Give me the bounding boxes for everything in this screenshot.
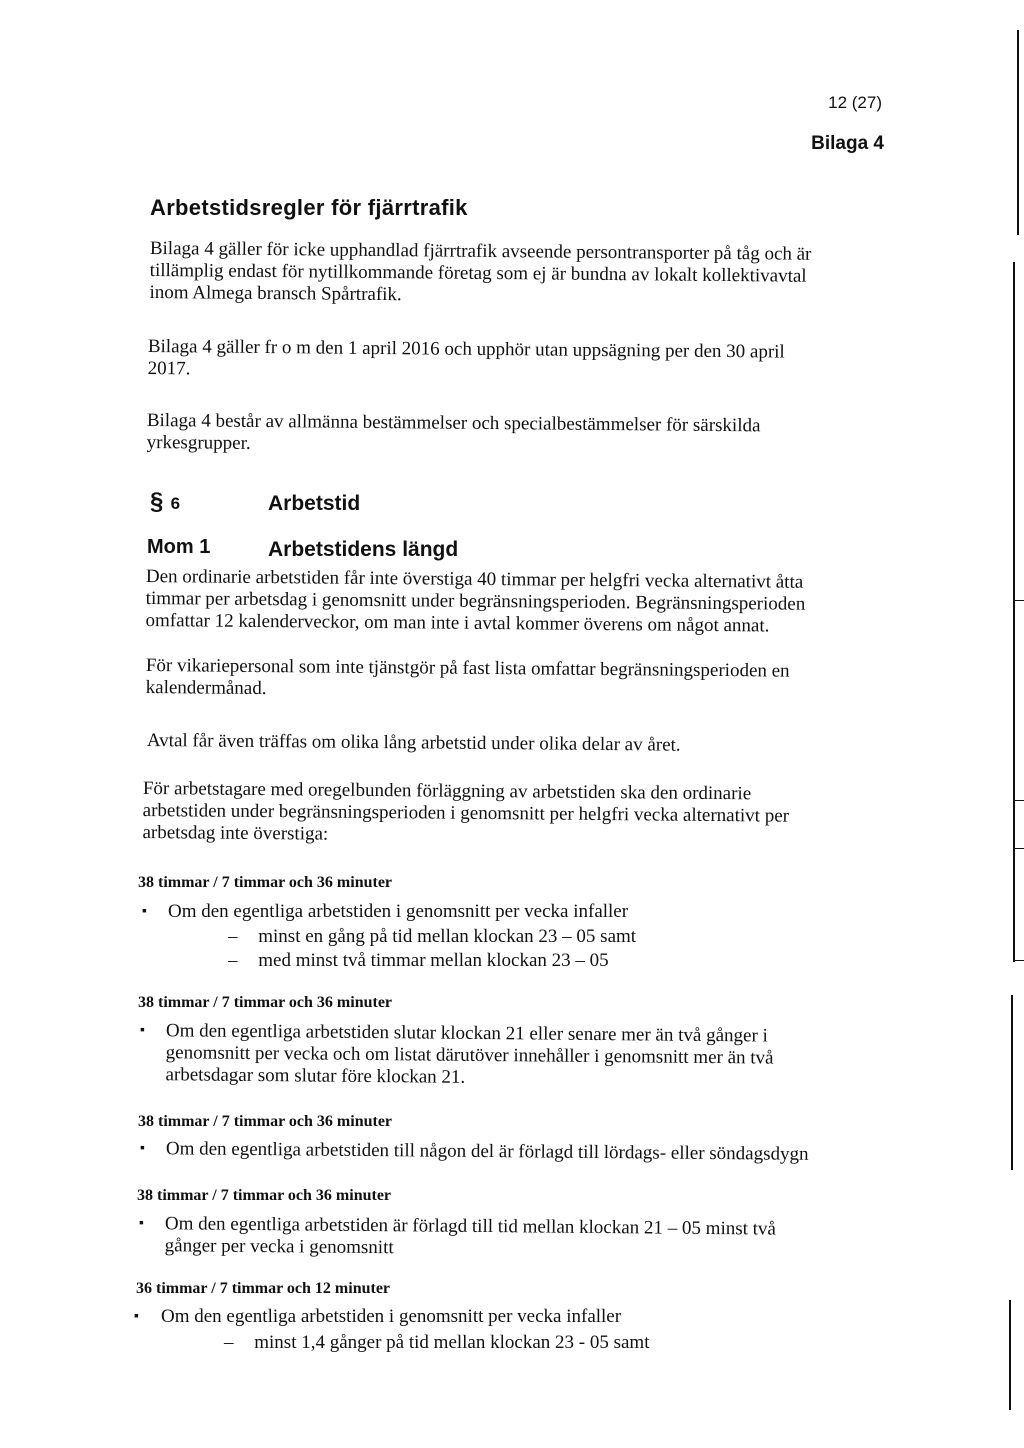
dash-icon: –: [228, 950, 238, 971]
rule-bullet: ▪ Om den egentliga arbetstiden i genomsnitt per vecka infaller: [134, 1306, 622, 1327]
scan-edge-line: [1013, 600, 1024, 601]
body-paragraph: För arbetstagare med oregelbunden förläggning av arbetstiden ska den ordinarie arbetstiden under begränsningsperioden i genomsnitt per helgfri vecka alternativt per arbetsdag inte överstiga:: [142, 778, 790, 845]
mom-title: Arbetstidens längd: [268, 538, 459, 561]
scope-paragraph: Bilaga 4 består av allmänna bestämmelser och specialbestämmelser för särskilda yrkesgrupper.: [146, 410, 761, 454]
appendix-label: Bilaga 4: [811, 133, 884, 154]
bullet-icon: ▪: [139, 1140, 145, 1157]
scan-edge-line: [1009, 1300, 1011, 1410]
section-heading: [150, 488, 180, 516]
rule-bullet: ▪ Om den egentliga arbetstiden i genomsnitt per vecka infaller: [142, 901, 629, 922]
section-symbol: §: [150, 488, 164, 515]
scan-edge-line: [1013, 800, 1024, 801]
document-title: Arbetstidsregler för fjärrtrafik: [150, 195, 468, 220]
bullet-icon: ▪: [134, 1309, 139, 1324]
rule-bullet: ▪ Om den egentliga arbetstiden till någon del är förlagd till lördags- eller söndagsdygn: [139, 1138, 809, 1165]
dash-icon: –: [224, 1332, 234, 1353]
body-paragraph: För vikariepersonal som inte tjänstgör på fast lista omfattar begränsningsperioden en kalendermånad.: [145, 655, 790, 700]
rule-header: 38 timmar / 7 timmar och 36 minuter: [138, 874, 393, 891]
body-paragraph: Avtal får även träffas om olika lång arbetstid under olika delar av året.: [146, 730, 681, 756]
rule-header: 38 timmar / 7 timmar och 36 minuter: [138, 994, 393, 1011]
scan-edge-line: [1013, 848, 1024, 849]
page-number: 12 (27): [828, 93, 882, 112]
scan-edge-line: [1013, 960, 1024, 961]
rule-bullet: ▪ Om den egentliga arbetstiden är förlagd till tid mellan klockan 21 – 05 minst två gånger per vecka i genomsnitt: [138, 1213, 776, 1259]
validity-paragraph: Bilaga 4 gäller fr o m den 1 april 2016 och upphör utan uppsägning per den 30 april 2017.: [147, 336, 785, 380]
dash-icon: –: [228, 926, 238, 947]
rule-header: 36 timmar / 7 timmar och 12 minuter: [136, 1280, 391, 1297]
bullet-icon: ▪: [138, 1215, 144, 1232]
section-number: 6: [170, 494, 181, 513]
bullet-icon: ▪: [139, 1022, 145, 1039]
scan-edge-line: [1011, 995, 1013, 1170]
rule-bullet: ▪ Om den egentliga arbetstiden slutar klockan 21 eller senare mer än två gånger i genomsnitt per vecka och om listat därutöver innehåller i genomsnitt mer än två arbetsdagar som slutar före klockan 21.: [139, 1020, 774, 1088]
rule-header: 38 timmar / 7 timmar och 36 minuter: [138, 1113, 393, 1130]
rule-sub-item: – med minst två timmar mellan klockan 23 – 05: [228, 950, 609, 971]
rule-header: 38 timmar / 7 timmar och 36 minuter: [137, 1187, 392, 1204]
mom-label: Mom 1: [147, 536, 211, 558]
scan-edge-line: [1017, 30, 1019, 235]
rule-sub-item: – minst 1,4 gånger på tid mellan klockan 23 - 05 samt: [224, 1332, 650, 1353]
scan-edge-line: [1013, 262, 1015, 962]
bullet-icon: ▪: [142, 904, 147, 919]
intro-paragraph: Bilaga 4 gäller för icke upphandlad fjärrtrafik avseende persontransporter på tåg och är tillämplig endast för nytillkommande företag som ej är bundna av lokalt kollektivavtal inom Almega bransch Spårtrafik.: [149, 238, 812, 306]
body-paragraph: Den ordinarie arbetstiden får inte överstiga 40 timmar per helgfri vecka alternativt åtta timmar per arbetsdag i genomsnitt under begränsningsperioden. Begränsningsperioden omfattar 12 kalenderveckor, om man inte i avtal kommer överens om något annat.: [145, 566, 806, 637]
rule-sub-item: – minst en gång på tid mellan klockan 23 – 05 samt: [228, 926, 637, 947]
section-title: Arbetstid: [268, 492, 361, 515]
